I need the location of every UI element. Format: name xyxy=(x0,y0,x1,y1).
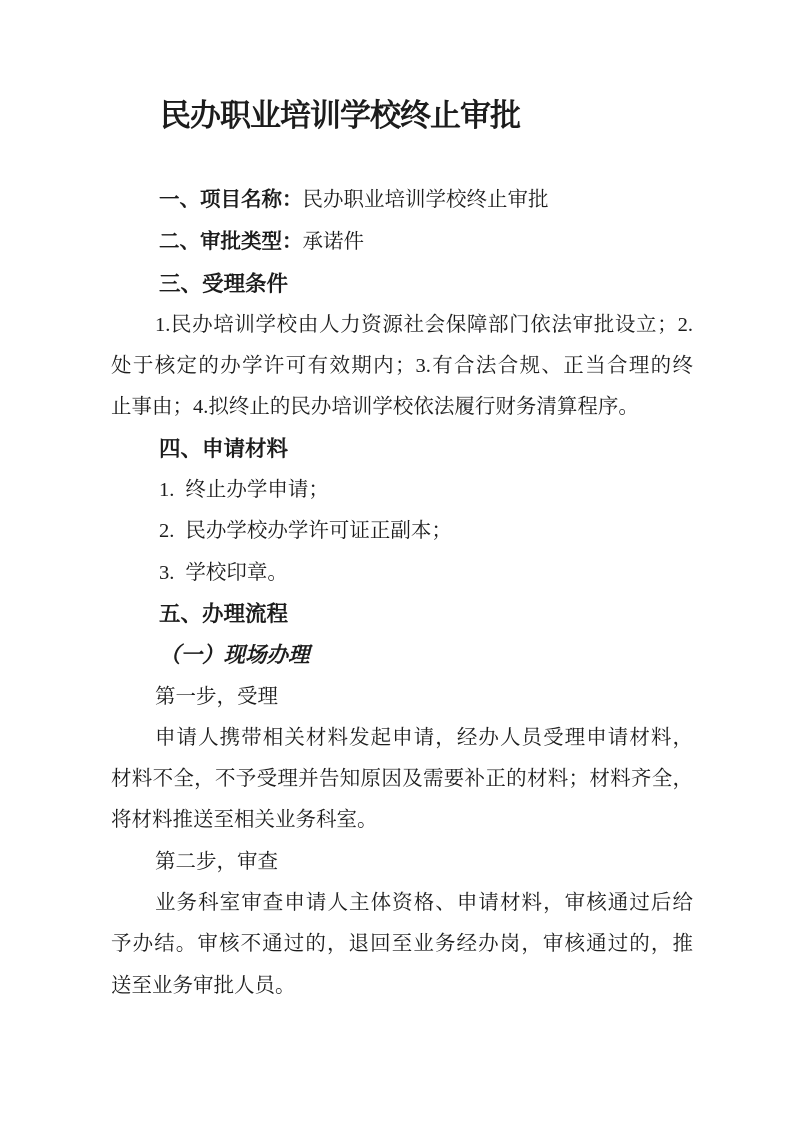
step-2-line-2: 予办结。审核不通过的，退回至业务经办岗，审核通过的，推 xyxy=(111,933,693,956)
material-item-1-text: 终止办学申请； xyxy=(185,479,329,502)
field-project-name-value: 民办职业培训学校终止审批 xyxy=(302,189,549,211)
field-approval-type xyxy=(111,221,693,263)
heading-process: 五、办理流程 xyxy=(159,601,289,626)
field-approval-type-value: 承诺件 xyxy=(302,231,364,254)
document-title: 民办职业培训学校终止审批 xyxy=(160,98,520,133)
field-approval-type-label: 二、审批类型： xyxy=(159,230,303,254)
step-1-line-2: 材料不全，不予受理并告知原因及需要补正的材料；材料齐全， xyxy=(111,768,693,791)
step-2-line-1: 业务科室审查申请人主体资格、申请材料，审核通过后给 xyxy=(155,892,693,915)
field-project-name-label: 一、项目名称： xyxy=(159,188,303,211)
step-1-line-3: 将材料推送至相关业务科室。 xyxy=(111,809,378,832)
heading-application-materials: 四、申请材料 xyxy=(159,436,289,461)
material-item-2-number: 2. xyxy=(159,520,175,543)
material-item-3-number: 3. xyxy=(159,561,175,584)
acceptance-conditions-line-1: 1.民办培训学校由人力资源社会保障部门依法审批设立；2. xyxy=(155,313,693,336)
subheading-onsite-handling: （一）现场办理 xyxy=(159,643,310,668)
step-1-title: 第一步，受理 xyxy=(155,685,278,708)
material-item-3 xyxy=(111,553,693,594)
material-item-2-text: 民办学校办学许可证正副本； xyxy=(185,520,452,543)
document-body xyxy=(111,179,693,1007)
material-item-3-text: 学校印章。 xyxy=(185,561,288,584)
step-2-title: 第二步，审查 xyxy=(155,850,278,873)
material-item-1-number: 1. xyxy=(159,479,175,502)
heading-acceptance-conditions: 三、受理条件 xyxy=(159,271,289,296)
material-item-2 xyxy=(111,511,693,552)
field-project-name xyxy=(111,179,693,221)
acceptance-conditions-line-3: 止事由；4.拟终止的民办培训学校依法履行财务清算程序。 xyxy=(111,396,639,419)
material-item-1 xyxy=(111,470,693,511)
acceptance-conditions-line-2: 处于核定的办学许可有效期内；3.有合法合规、正当合理的终 xyxy=(111,355,693,378)
step-2-line-3: 送至业务审批人员。 xyxy=(111,974,296,997)
step-1-line-1: 申请人携带相关材料发起申请，经办人员受理申请材料， xyxy=(155,726,693,749)
